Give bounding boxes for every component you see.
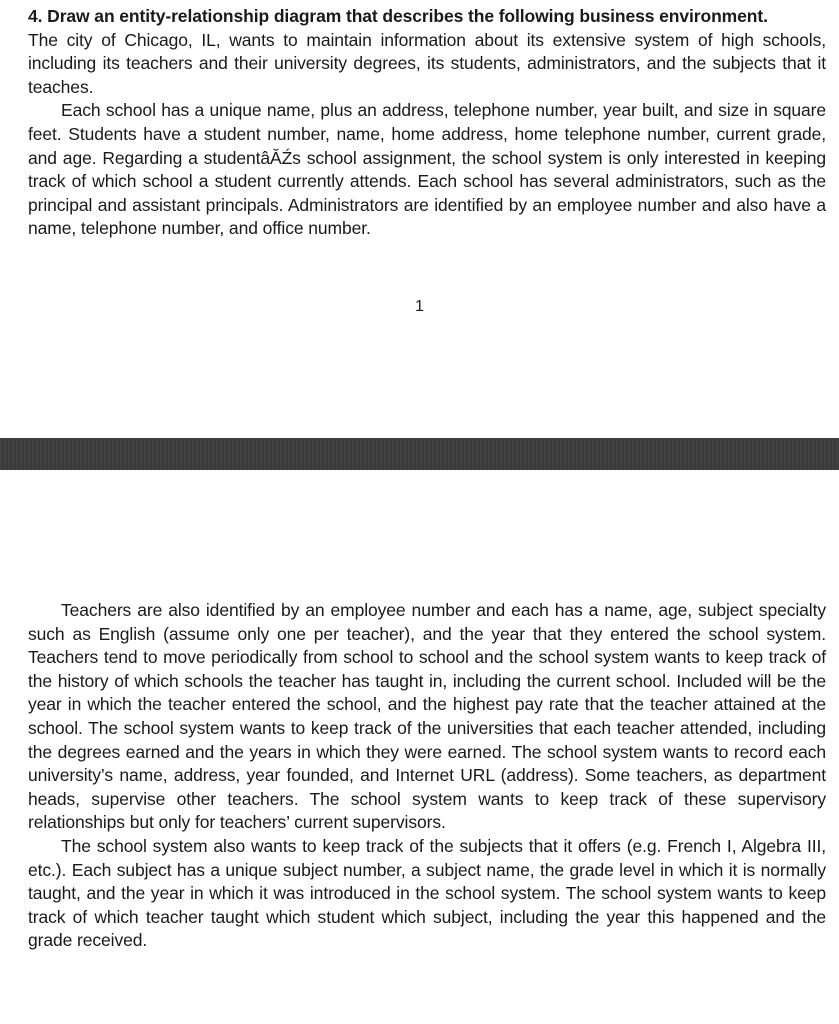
question-block (28, 5, 826, 241)
document-page-bottom (0, 470, 839, 1024)
page-number: 1 (415, 298, 424, 315)
teachers-paragraph: Teachers are also identified by an employee number and each has a name, age, subject specialty such as English (assume only one per teacher), and the year that they entered the school system. Teachers tend to move periodically from school to school and the school system wants to keep track of the history of which schools the teacher has taught in, including the current school. Included will be the year in which the teacher entered the school, and the highest pay rate that the teacher attained at the school. The school system wants to keep track of the universities that each teacher attended, including the degrees earned and the years in which they were earned. The school system wants to record each university’s name, address, year founded, and Internet URL (address). Some teachers, as department heads, supervise other teachers. The school system wants to keep track of these supervisory relationships but only for teachers’ current supervisors. (28, 600, 826, 833)
question-intro-paragraph: The city of Chicago, IL, wants to maintain information about its extensive system of high schools, including its teachers and their university degrees, its students, administrators, and the subjects that it teaches. (28, 29, 826, 97)
subjects-paragraph: The school system also wants to keep track of the subjects that it offers (e.g. French I, Algebra III, etc.). Each subject has a unique subject number, a subject name, the grade level in which it is normally taught, and the year in which it was introduced in the school system. The school system wants to keep track of which teacher taught which student which subject, including the year this happened and the grade received. (28, 835, 826, 951)
question-heading: 4. Draw an entity-relationship diagram that describes the following business environment. (28, 6, 768, 26)
page-separator (0, 438, 839, 470)
continuation-block (28, 599, 826, 953)
document-page-top (0, 0, 839, 438)
school-students-admins-paragraph: Each school has a unique name, plus an address, telephone number, year built, and size in square feet. Students have a student number, name, home address, home telephone number, current grade, and age. Regarding a studentâĂŹs school assignment, the school system is only interested in keeping track of which school a student currently attends. Each school has several administrators, such as the principal and assistant principals. Administrators are identified by an employee number and also have a name, telephone number, and office number. (28, 100, 826, 239)
